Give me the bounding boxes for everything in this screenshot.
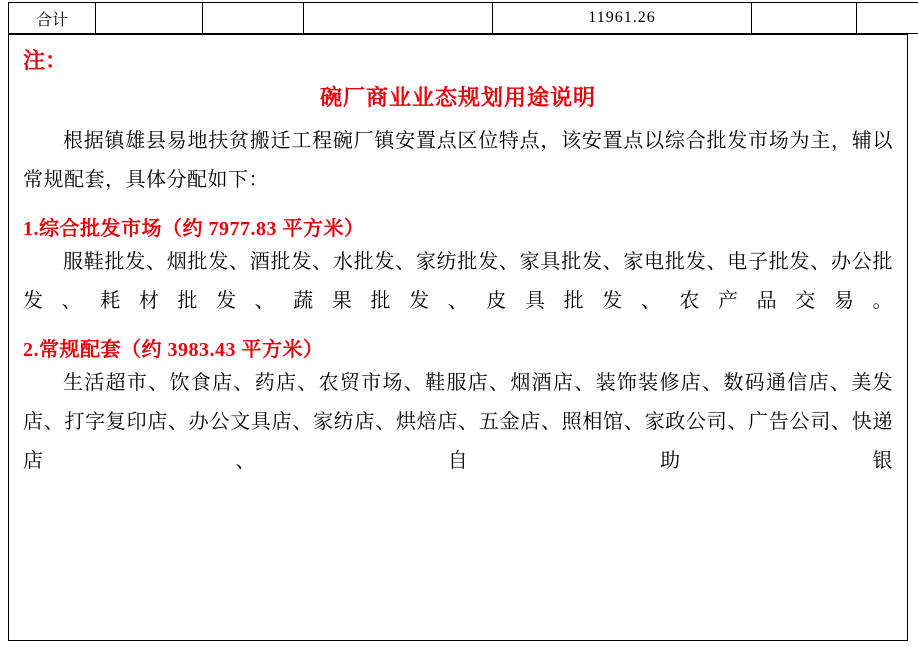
note-box: [8, 34, 908, 641]
section-content-support: 生活超市、饮食店、药店、农贸市场、鞋服店、烟酒店、装饰装修店、数码通信店、美发店、打字复印店、办公文具店、家纺店、烘焙店、五金店、照相馆、家政公司、广告公司、快递店、自助银: [23, 364, 893, 481]
table-row: [9, 3, 918, 34]
section-content-wholesale: 服鞋批发、烟批发、酒批发、水批发、家纺批发、家具批发、家电批发、电子批发、办公批发、耗材批发、蔬果批发、皮具批发、农产品交易。: [23, 243, 893, 321]
section-heading-support: 2.常规配套（约 3983.43 平方米）: [23, 333, 893, 362]
table-cell-3: [203, 3, 304, 34]
table-cell-label: 合计: [9, 3, 96, 34]
table-cell-4: [304, 3, 493, 34]
table-cell-total: 11961.26: [493, 3, 752, 34]
summary-table: [8, 2, 918, 34]
table-cell-7: [857, 3, 918, 34]
section-heading-wholesale: 1.综合批发市场（约 7977.83 平方米）: [23, 212, 893, 241]
table-cell-6: [752, 3, 857, 34]
note-label: 注：: [23, 47, 893, 75]
note-intro-paragraph: 根据镇雄县易地扶贫搬迁工程碗厂镇安置点区位特点，该安置点以综合批发市场为主，辅以常规配套，具体分配如下：: [23, 122, 893, 200]
note-title: 碗厂商业业态规划用途说明: [23, 81, 893, 112]
document-page: [0, 2, 918, 649]
table-cell-2: [96, 3, 203, 34]
